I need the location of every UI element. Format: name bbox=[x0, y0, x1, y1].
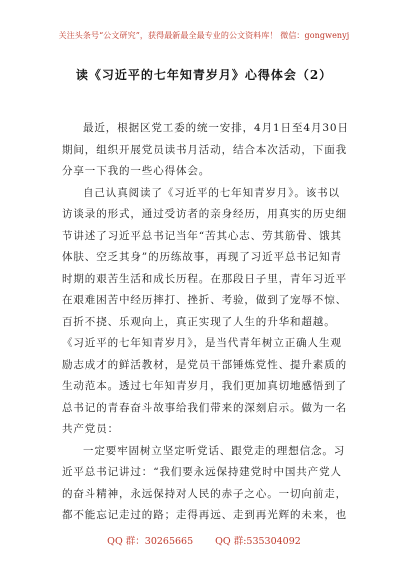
header-banner: 关注头条号“公文研究”，获得最新最全最专业的公文资料库！ 微信：gongwenyj bbox=[58, 31, 350, 40]
body-line: 励志成才的鲜活教材，是党员干部锤炼党性、提升素质的 bbox=[62, 358, 347, 371]
body-line: 期间，组织开展党员读书月活动，结合本次活动，下面我 bbox=[62, 143, 347, 156]
body-line: 时期的艰苦生活和成长历程。在那段日子里，青年习近平 bbox=[62, 272, 347, 285]
body-line: 近平总书记讲过：“我们要永远保持建党时中国共产党人 bbox=[62, 466, 342, 478]
body-line: 在艰难困苦中经历摔打、挫折、考验，做到了宠辱不惊、 bbox=[62, 294, 347, 306]
body-line: 《习近平的七年知青岁月》，是当代青年树立正确人生观 bbox=[62, 337, 342, 349]
document-body bbox=[62, 118, 352, 527]
body-line: 体肤、空乏其身”的历练故事，再现了习近平总书记知青 bbox=[62, 251, 342, 263]
body-line: 生动范本。透过七年知青岁月，我们更加真切地感悟到了 bbox=[62, 380, 347, 392]
body-line: 总书记的青春奋斗故事给我们带来的深刻启示。做为一名 bbox=[62, 401, 347, 414]
body-line: 分享一下我的一些心得体会。 bbox=[62, 165, 211, 177]
body-line: 共产党员： bbox=[62, 423, 119, 435]
body-line: 自己认真阅读了《习近平的七年知青岁月》。该书以 bbox=[83, 186, 340, 199]
body-line: 节讲述了习近平总书记当年“苦其心志、劳其筋骨、饿其 bbox=[62, 229, 342, 242]
footer-contact bbox=[0, 533, 408, 547]
document-title: 读《习近平的七年知青岁月》心得体会（2） bbox=[75, 68, 333, 82]
body-line: 百折不挠、乐观向上，真正实现了人生的升华和超越。 bbox=[62, 315, 336, 328]
footer-qq-group-2: QQ 群:535304092 bbox=[215, 536, 301, 547]
footer-qq-group-1: QQ 群：30265665 bbox=[107, 536, 194, 547]
body-line: 最近，根据区党工委的统一安排，4月1日至4月30日 bbox=[83, 122, 349, 134]
body-line: 一定要牢固树立坚定听党话、跟党走的理想信念。习 bbox=[83, 444, 346, 457]
body-line: 都不能忘记走过的路；走得再远、走到再光辉的未来，也 bbox=[62, 509, 347, 521]
body-line: 的奋斗精神，永远保持对人民的赤子之心。一切向前走， bbox=[62, 487, 347, 500]
body-line: 访谈录的形式，通过受访者的亲身经历，用真实的历史细 bbox=[62, 208, 347, 220]
